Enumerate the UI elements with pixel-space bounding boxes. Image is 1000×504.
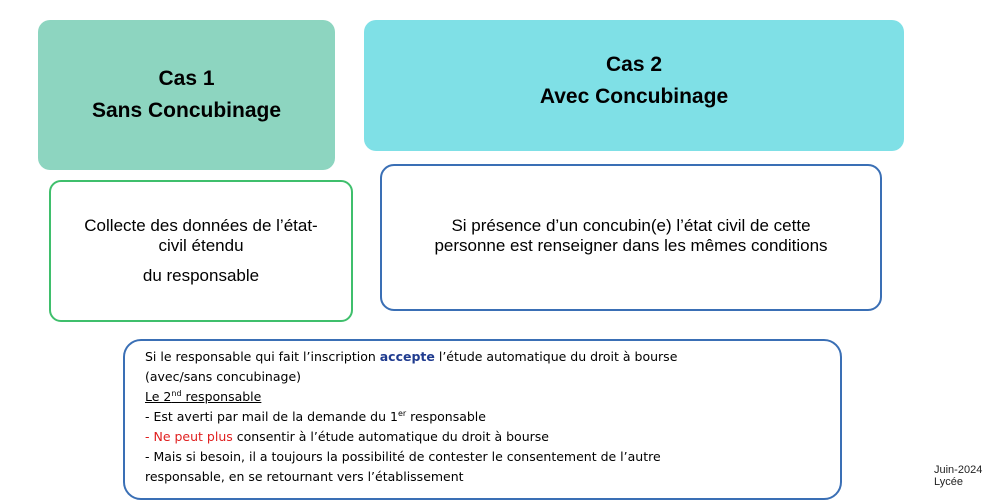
bullet-contest-continued: responsable, en se retournant vers l’établissement bbox=[145, 469, 464, 484]
footer-org: Lycée bbox=[934, 476, 963, 488]
case1-desc-line1: Collecte des données de l’état- bbox=[84, 216, 318, 235]
bullet-text: - Est averti par mail de la demande du 1 bbox=[145, 409, 398, 424]
case1-desc-line2: civil étendu bbox=[158, 236, 244, 255]
bullet-text: responsable bbox=[406, 409, 486, 424]
note-text: l’étude automatique du droit à bourse bbox=[434, 349, 678, 364]
case2-description-card bbox=[380, 164, 882, 311]
footer-date: Juin-2024 bbox=[934, 464, 983, 476]
footer bbox=[934, 464, 982, 488]
heading-text: Le 2 bbox=[145, 389, 172, 404]
case1-title: Cas 1 bbox=[158, 67, 215, 90]
case1-subtitle: Sans Concubinage bbox=[91, 99, 282, 122]
bullet-contest: - Mais si besoin, il a toujours la possibilité de contester le consentement de l’autre bbox=[145, 449, 661, 464]
case1-description-card bbox=[49, 180, 353, 322]
case1-header bbox=[38, 20, 335, 170]
note-line-consent bbox=[145, 347, 824, 367]
bullet-no-consent bbox=[145, 427, 824, 447]
second-responsible-note bbox=[123, 339, 842, 500]
case2-header bbox=[364, 20, 904, 151]
case2-desc-line2: personne est renseigner dans les mêmes conditions bbox=[434, 235, 828, 255]
note-text: Si le responsable qui fait l’inscription bbox=[145, 349, 380, 364]
case2-subtitle: Avec Concubinage bbox=[539, 84, 729, 108]
second-responsible-heading bbox=[145, 387, 824, 407]
case2-desc-line1: Si présence d’un concubin(e) l’état civil de cette bbox=[451, 215, 811, 235]
bullet-text: consentir à l’étude automatique du droit à bourse bbox=[232, 429, 549, 444]
bullet-mail-notice bbox=[145, 407, 824, 427]
heading-superscript: nd bbox=[171, 388, 182, 398]
bullet-superscript: er bbox=[397, 408, 407, 418]
heading-text: responsable bbox=[181, 389, 262, 404]
case2-title: Cas 2 bbox=[605, 52, 663, 76]
accepte-keyword: accepte bbox=[379, 349, 435, 364]
warning-text: - Ne peut plus bbox=[145, 429, 233, 444]
note-line-concubinage: (avec/sans concubinage) bbox=[145, 369, 302, 384]
case1-desc-line3: du responsable bbox=[142, 266, 260, 285]
